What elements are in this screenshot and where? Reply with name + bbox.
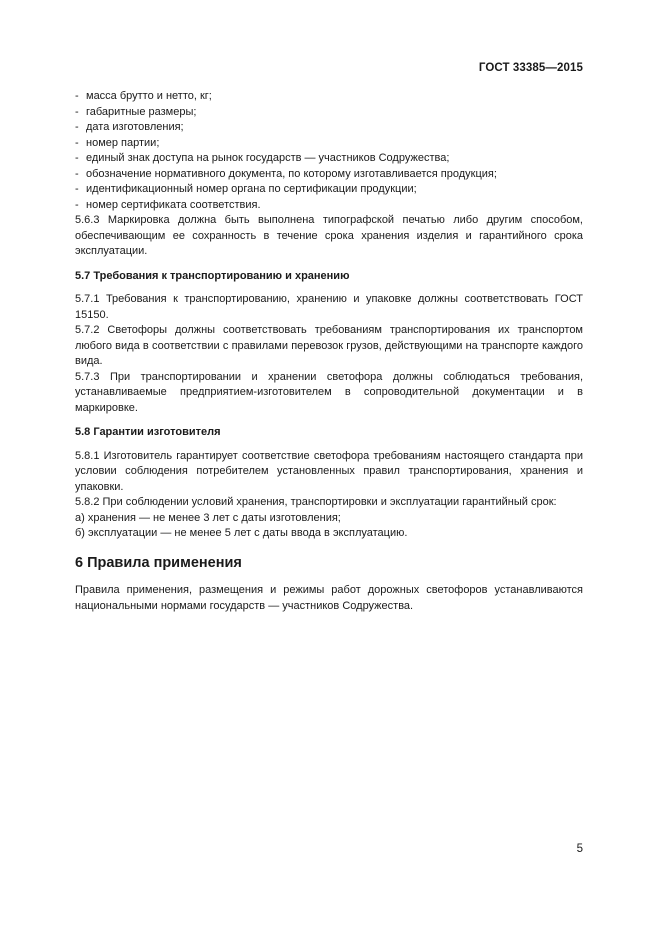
list-item: - идентификационный номер органа по сертификации продукции; (75, 183, 417, 195)
list-item: - номер сертификата соответствия. (75, 198, 261, 211)
paragraph-6: Правила применения, размещения и режимы работ дорожных светофоров устанавливаются национальными нормами государств — участников Содружества. (75, 584, 583, 612)
item-b: б) эксплуатации — не менее 5 лет с даты ввода в эксплуатацию. (75, 527, 408, 539)
paragraph-5-6-3: 5.6.3 Маркировка должна быть выполнена типографской печатью либо другим способом, обеспечивающим ее сохранность в течение срока хранения изделия и гарантийного срока эксплуатации. (75, 214, 583, 257)
paragraph-5-8-2: 5.8.2 При соблюдении условий хранения, транспортировки и эксплуатации гарантийный срок: (75, 496, 557, 508)
item-a: а) хранения — не менее 3 лет с даты изготовления; (75, 511, 341, 524)
section-title-5-7: 5.7 Требования к транспортированию и хранению (75, 269, 350, 282)
list-item: - номер партии; (75, 136, 160, 149)
list-item: - обозначение нормативного документа, по которому изготавливается продукция; (75, 167, 497, 180)
marking-list (75, 89, 583, 213)
page-content (75, 89, 583, 614)
section-title-5-8: 5.8 Гарантии изготовителя (75, 426, 221, 438)
document-code: ГОСТ 33385—2015 (478, 62, 583, 74)
list-item: - единый знак доступа на рынок государств — участников Содружества; (75, 152, 450, 164)
paragraph-5-7-1: 5.7.1 Требования к транспортированию, хранению и упаковке должны соответствовать ГОСТ 15150. (75, 293, 583, 321)
list-item: - дата изготовления; (75, 121, 184, 133)
list-item: - габаритные размеры; (75, 105, 197, 118)
page-number: 5 (576, 843, 583, 855)
section-title-6: 6 Правила применения (75, 554, 242, 571)
paragraph-5-8-1: 5.8.1 Изготовитель гарантирует соответствие светофора требованиям настоящего стандарта при условии соблюдения потребителем установленных правил транспортирования, хранения и упаковки. (75, 449, 583, 493)
list-item: - масса брутто и нетто, кг; (75, 90, 212, 102)
paragraph-5-7-3: 5.7.3 При транспортировании и хранении светофора должны соблюдаться требования, устанавливаемые предприятием-изготовителем в сопроводительной документации и в маркировке. (75, 370, 583, 414)
paragraph-5-7-2: 5.7.2 Светофоры должны соответствовать требованиям транспортирования их транспортом любого вида в соответствии с правилами перевозок грузов, действующими на транспорте каждого вида. (75, 324, 583, 367)
